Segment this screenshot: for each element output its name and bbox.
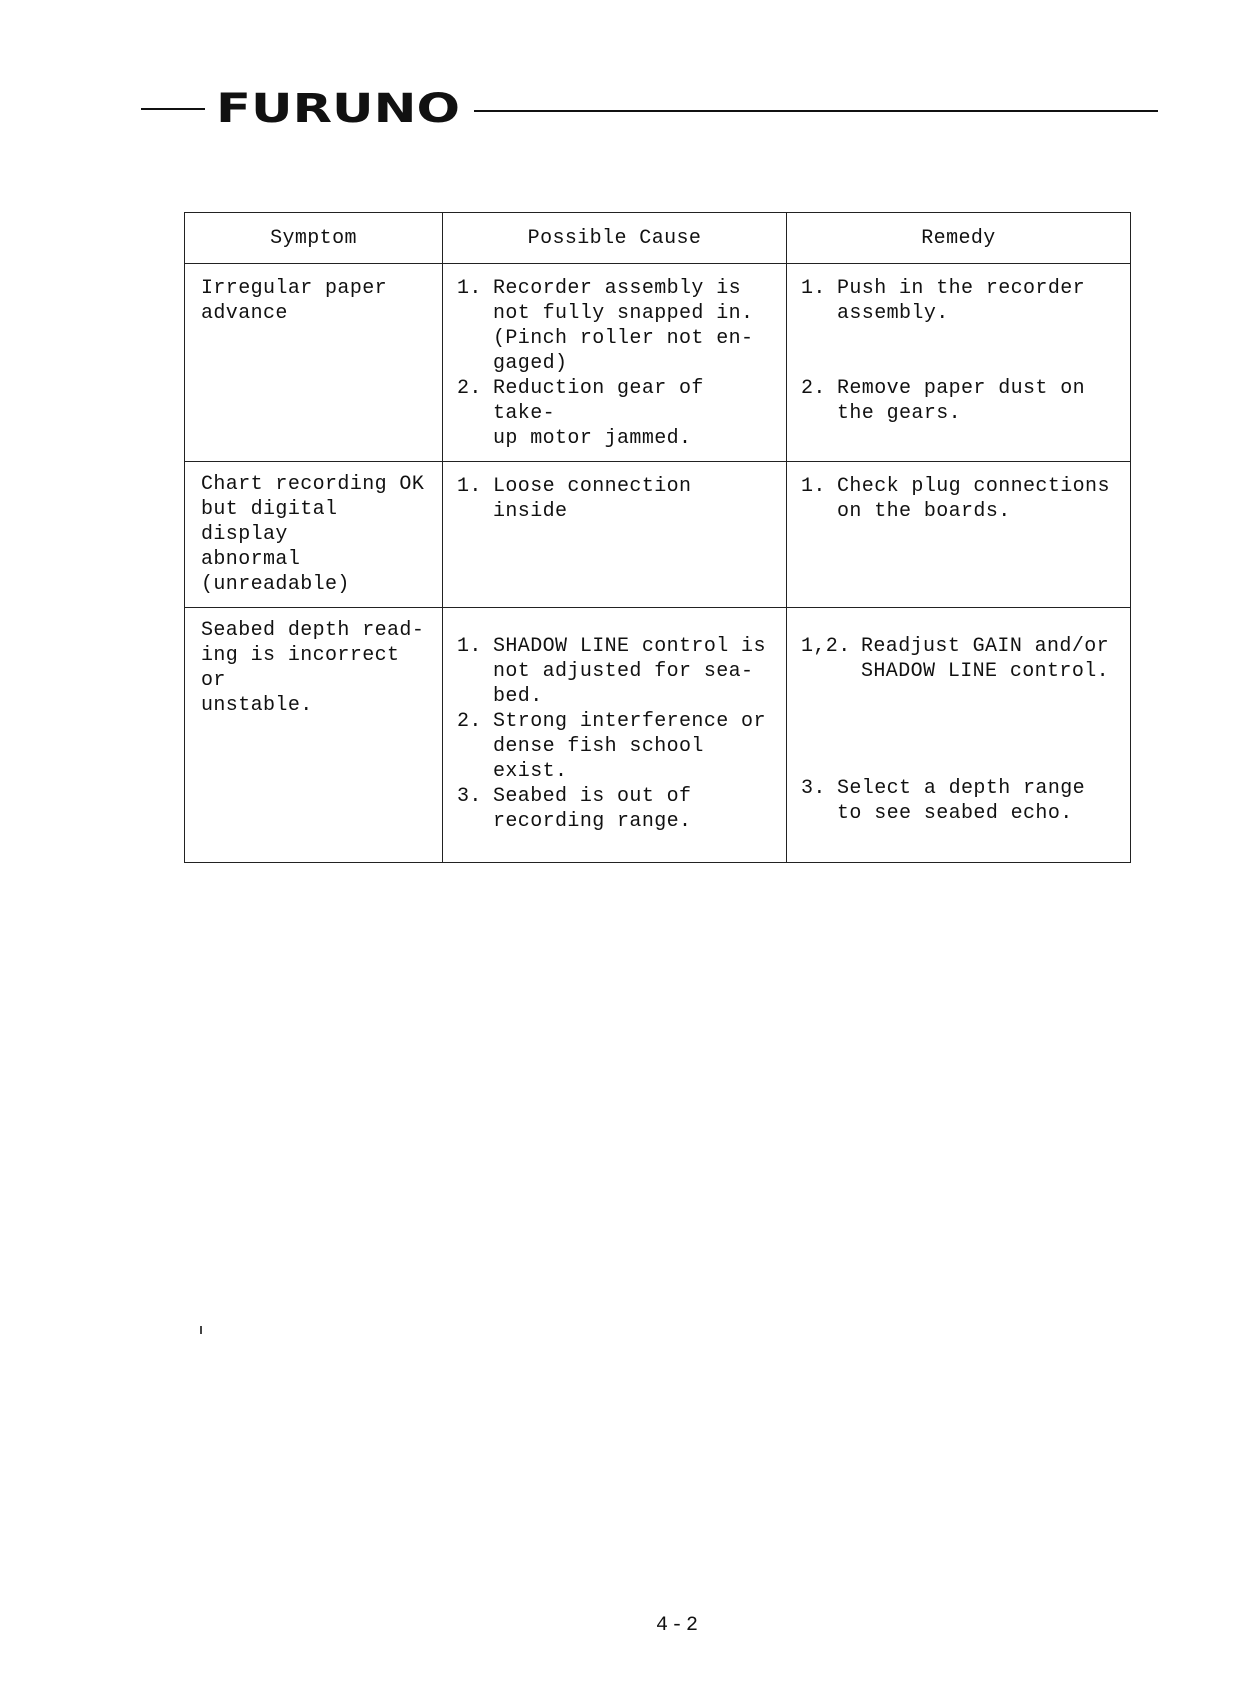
cause-text: Loose connection inside	[493, 475, 692, 523]
page-header	[0, 0, 1244, 160]
cause-text: SHADOW LINE control is not adjusted for sea- bed.	[493, 635, 766, 708]
remedy-number: 2.	[801, 377, 826, 400]
header-rule-left	[141, 108, 205, 110]
cause-text: Seabed is out of recording range.	[493, 785, 692, 833]
remedy-number: 3.	[801, 777, 826, 800]
cause-item	[457, 276, 776, 376]
remedy-number: 1.	[801, 475, 826, 498]
symptom-cell	[185, 608, 443, 863]
cause-number: 1.	[457, 475, 482, 498]
furuno-logo	[216, 88, 460, 128]
remedy-item	[801, 474, 1120, 524]
cause-text: Strong interference or dense fish school exist.	[493, 710, 766, 783]
header-rule-right	[474, 110, 1158, 112]
troubleshooting-table	[184, 212, 1131, 863]
table-header-row	[185, 213, 1131, 264]
table-row	[185, 608, 1131, 863]
page-number: 4-2	[656, 1614, 702, 1637]
cause-number: 2.	[457, 710, 482, 733]
symptom-text: Irregular paper advance	[201, 277, 388, 325]
remedy-cell	[787, 462, 1131, 608]
remedy-number: 1,2.	[801, 635, 851, 658]
remedy-item	[801, 776, 1120, 826]
cause-number: 3.	[457, 785, 482, 808]
symptom-text: Chart recording OK but digital display abnormal (unreadable)	[201, 473, 425, 596]
logo-text: FURUNO	[216, 88, 460, 128]
cause-cell	[443, 264, 787, 462]
table-row	[185, 264, 1131, 462]
remedy-text: Push in the recorder assembly.	[837, 277, 1086, 325]
cause-number: 1.	[457, 635, 482, 658]
remedy-number: 1.	[801, 277, 826, 300]
cause-number: 1.	[457, 277, 482, 300]
remedy-item	[801, 276, 1120, 326]
scan-speck	[200, 1326, 202, 1334]
symptom-cell	[185, 264, 443, 462]
remedy-item	[801, 634, 1120, 684]
header-remedy: Remedy	[787, 213, 1131, 264]
header-possible-cause: Possible Cause	[443, 213, 787, 264]
troubleshooting-table-wrap	[184, 212, 1131, 863]
cause-item	[457, 376, 776, 451]
header-symptom: Symptom	[185, 213, 443, 264]
cause-item	[457, 709, 776, 784]
cause-item	[457, 474, 776, 524]
symptom-cell	[185, 462, 443, 608]
remedy-text: Readjust GAIN and/or SHADOW LINE control.	[861, 635, 1110, 683]
cause-cell	[443, 462, 787, 608]
remedy-cell	[787, 608, 1131, 863]
remedy-cell	[787, 264, 1131, 462]
cause-item	[457, 634, 776, 709]
cause-text: Reduction gear of take- up motor jammed.	[493, 377, 704, 450]
table-row	[185, 462, 1131, 608]
symptom-text: Seabed depth read- ing is incorrect or unstable.	[201, 619, 425, 717]
remedy-text: Check plug connections on the boards.	[837, 475, 1110, 523]
cause-cell	[443, 608, 787, 863]
remedy-item	[801, 376, 1120, 426]
cause-item	[457, 784, 776, 834]
cause-number: 2.	[457, 377, 482, 400]
cause-text: Recorder assembly is not fully snapped in. (Pinch roller not en- gaged)	[493, 277, 754, 375]
remedy-text: Remove paper dust on the gears.	[837, 377, 1086, 425]
remedy-text: Select a depth range to see seabed echo.	[837, 777, 1086, 825]
